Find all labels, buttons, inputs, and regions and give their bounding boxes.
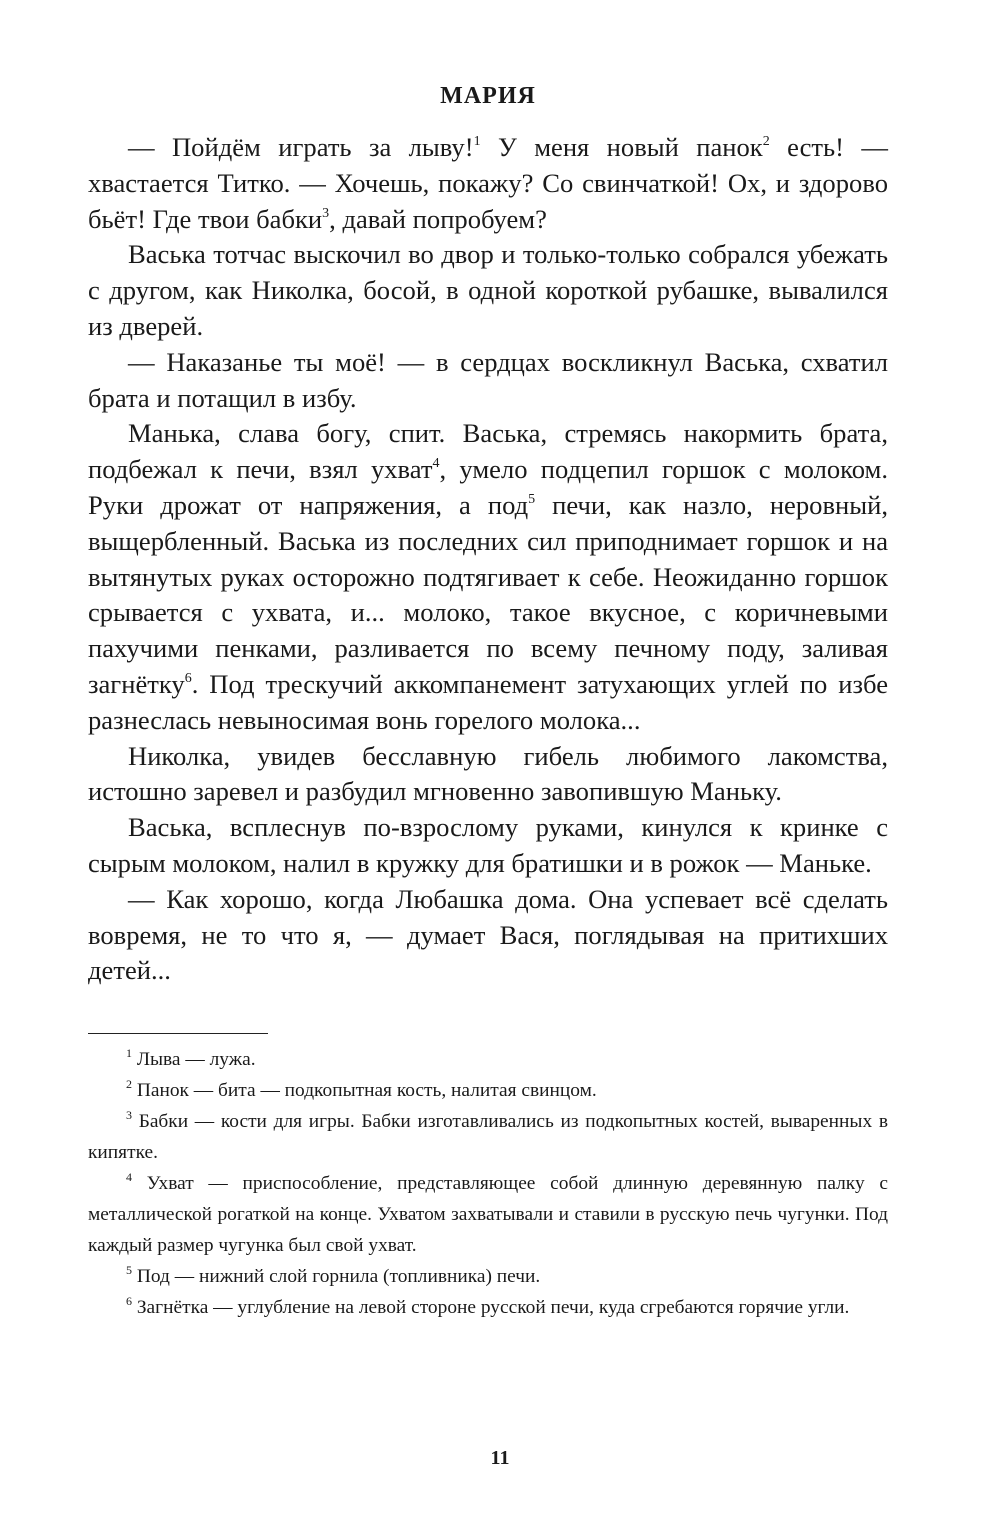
footnote: $^5$ Под — нижний слой горнила (топливника) печи. [126, 1263, 541, 1288]
paragraph: Манька, слава богу, спит. Васька, стремясь накормить брата, подбежал к печи, взял ухват$^4$, умело подцепил горшок с молоком. Руки дрожат от напряжения, а под$^5$ печи, как назло, неровный, выщербленный. Васька из последних сил приподнимает горшок и на вытянутых руках осторожно подтягивает к себе. Неожиданно горшок срывается с ухвата, и... молоко, такое вкусное, с коричневыми пахучими пенками, разливается по всему печному поду, заливая загнётку$^6$. Под трескучий аккомпанемент затухающих углей по избе разнеслась невыносимая вонь горелого молока... [88, 418, 889, 735]
running-header: МАРИЯ [440, 83, 536, 109]
footnotes [88, 1044, 888, 1323]
page-number: 11 [490, 1447, 510, 1469]
footnote-mark: 2 [126, 1077, 132, 1092]
paragraph: Николка, увидев бесславную гибель любимого лакомства, истошно заревел и разбудил мгновенно завопившую Маньку. [88, 740, 888, 807]
footnote-divider [88, 1033, 268, 1034]
footnote-mark: 1 [126, 1046, 132, 1061]
footnote-ref[interactable]: 4 [432, 456, 440, 472]
footnote-ref[interactable]: 6 [184, 670, 192, 686]
footnote-mark: 6 [126, 1294, 132, 1309]
footnote: $^6$ Загнётка — углубление на левой стороне русской печи, куда сгребаются горячие угли. [126, 1294, 850, 1319]
paragraph: — Пойдём играть за лыву!$^1$ У меня новый панок$^2$ есть! — хвастается Титко. — Хочешь, покажу? Со свинчаткой! Ох, и здорово бьёт! Где твои бабки$^3$, давай попробуем? [88, 132, 888, 234]
footnote-ref[interactable]: 3 [322, 205, 330, 221]
footnote: $^3$ Бабки — кости для игры. Бабки изготавливались из подкопытных костей, вываренных в кипятке. [88, 1108, 888, 1164]
footnote: $^1$ Лыва — лужа. [126, 1046, 256, 1071]
main-text [88, 130, 888, 989]
book-page [88, 78, 888, 1323]
footnote-ref[interactable]: 5 [528, 491, 536, 507]
paragraph: Васька тотчас выскочил во двор и только-только собрался убежать с другом, как Николка, босой, в одной короткой рубашке, вывалился из дверей. [88, 239, 888, 341]
footnote: $^4$ Ухват — приспособление, представляющее собой длинную деревянную палку с металлической рогаткой на конце. Ухватом захватывали и ставили в русскую печь чугунки. Под каждый размер чугунка был свой ухват. [88, 1170, 888, 1257]
paragraph: Васька, всплеснув по-взрослому руками, кинулся к кринке с сырым молоком, налил в кружку для братишки и в рожок — Маньке. [88, 812, 888, 878]
footnote-mark: 4 [126, 1170, 132, 1185]
footnote-mark: 5 [126, 1263, 132, 1278]
footnote-mark: 3 [126, 1108, 132, 1123]
paragraph: — Как хорошо, когда Любашка дома. Она успевает всё сделать вовремя, не то что я, — думает Вася, поглядывая на притихших детей... [88, 883, 888, 986]
paragraph: — Наказанье ты моё! — в сердцах воскликнул Васька, схватил брата и потащил в избу. [88, 346, 888, 413]
footnote-ref[interactable]: 2 [762, 134, 770, 149]
footnote-ref[interactable]: 1 [473, 134, 481, 149]
footnote: $^2$ Панок — бита — подкопытная кость, налитая свинцом. [126, 1077, 597, 1102]
